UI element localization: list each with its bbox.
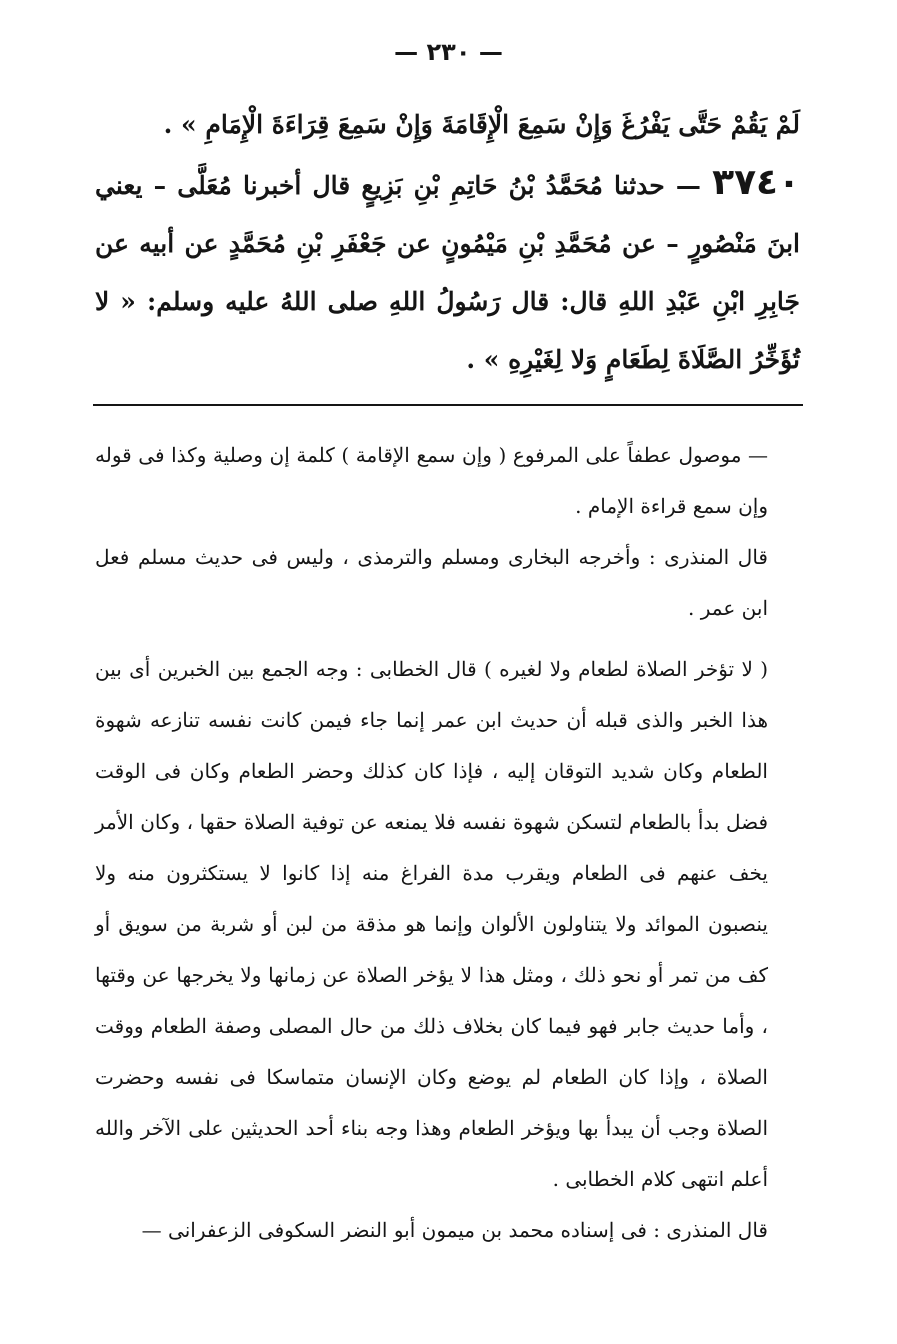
commentary-paragraph-2: قال المنذرى : وأخرجه البخارى ومسلم والترمذى ، وليس فى حديث مسلم فعل ابن عمر . [95, 545, 768, 620]
hadith-entry [95, 154, 800, 389]
commentary-paragraph-1: — موصول عطفاً على المرفوع ( وإن سمع الإقامة ) كلمة إن وصلية وكذا فى قوله وإن سمع قراءة الإمام . [95, 443, 768, 518]
commentary-section [95, 430, 800, 1256]
hadith-text: — حدثنا مُحَمَّدُ بْنُ حَاتِمِ بْنِ بَزِيعٍ قال أخبرنا مُعَلَّى – يعني ابنَ مَنْصُورٍ – عن مُحَمَّدِ بْنِ مَيْمُونٍ عن جَعْفَرِ بْنِ مُحَمَّدٍ عن أبيه عن جَابِرِ ابْنِ عَبْدِ اللهِ قال: قال رَسُولُ اللهِ صلى اللهُ عليه وسلم: « لا تُؤَخِّرُ الصَّلَاةَ لِطَعَامٍ وَلا لِغَيْرِهِ » . [95, 171, 800, 374]
commentary-paragraph-4: قال المنذرى : فى إسناده محمد بن ميمون أبو النضر السكوفى الزعفرانى — [141, 1218, 768, 1242]
page-number: — ٢٣٠ — [394, 38, 503, 66]
hadith-section [95, 96, 800, 389]
section-divider [93, 404, 803, 406]
commentary-paragraph-3: ( لا تؤخر الصلاة لطعام ولا لغيره ) قال الخطابى : وجه الجمع بين الخبرين أى بين هذا الخبر والذى قبله أن حديث ابن عمر إنما جاء فيمن كانت نفسه تنازعه شهوة الطعام وكان شديد التوقان إليه ، فإذا كان كذلك وحضر الطعام وكان فى الوقت فضل بدأ بالطعام لتسكن شهوة نفسه فلا يمنعه عن توفية الصلاة حقها ، وكان الأمر يخف عنهم فى الطعام ويقرب مدة الفراغ منه إذا كانوا لا يستكثرون منه ولا ينصبون الموائد ولا يتناولون الألوان وإنما هو مذقة من لبن أو شربة من سويق أو كف من تمر أو نحو ذلك ، ومثل هذا لا يؤخر الصلاة عن زمانها ولا يخرجها عن وقتها ، وأما حديث جابر فهو فيما كان بخلاف ذلك من حال المصلى وصفة الطعام ووقت الصلاة ، وإذا كان الطعام لم يوضع وكان الإنسان متماسكا فى نفسه وحضرت الصلاة وجب أن يبدأ بها ويؤخر الطعام وهذا وجه بناء أحد الحديثين على الآخر والله أعلم انتهى كلام الخطابى . [95, 657, 768, 1191]
hadith-number: ٣٧٤٠ [712, 162, 800, 203]
previous-hadith-ending: لَمْ يَقُمْ حَتَّى يَفْرُغَ وَإِنْ سَمِعَ الْإِقَامَةَ وَإِنْ سَمِعَ قِرَاءَةَ الْإِمَامِ » . [163, 110, 800, 139]
